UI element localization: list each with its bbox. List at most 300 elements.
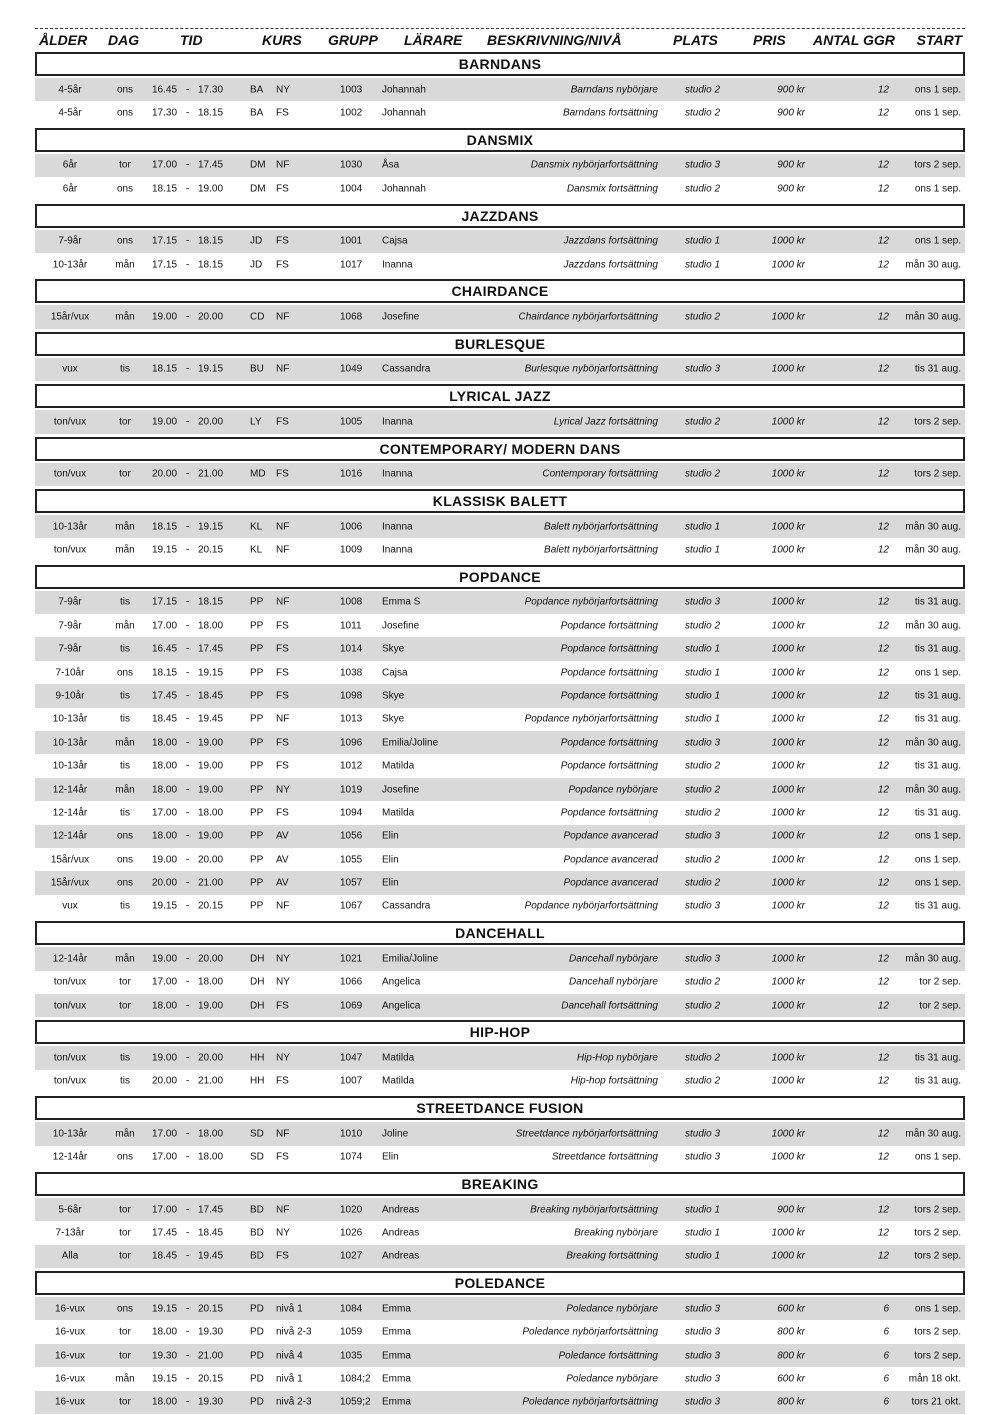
start-date-cell: tors 21 okt. xyxy=(911,1396,961,1408)
time-end-cell: 18.15 xyxy=(198,107,224,119)
age-cell: 10-13år xyxy=(52,521,88,533)
course-code-cell: PD xyxy=(250,1373,264,1385)
section-heading: POLEDANCE xyxy=(35,1271,965,1295)
section-heading: BARNDANS xyxy=(35,52,965,76)
time-separator: - xyxy=(186,643,190,655)
day-cell: mån xyxy=(115,259,135,271)
sessions-cell: 12 xyxy=(877,544,889,556)
description-cell: Poledance nybörjarfortsättning xyxy=(522,1396,658,1408)
group-cell: 1057 xyxy=(340,877,363,889)
col-larare: LÄRARE xyxy=(404,32,463,48)
group-cell: 1021 xyxy=(340,953,363,965)
age-cell: 6år xyxy=(62,183,78,195)
description-cell: Popdance fortsättning xyxy=(560,690,658,702)
start-date-cell: mån 30 aug. xyxy=(905,784,961,795)
table-row xyxy=(35,1367,965,1390)
price-cell: 1000 kr xyxy=(771,737,805,749)
table-row xyxy=(35,410,965,433)
time-end-cell: 20.15 xyxy=(198,900,224,912)
table-row xyxy=(35,971,965,994)
price-cell: 1000 kr xyxy=(771,596,805,608)
age-cell: 15år/vux xyxy=(50,854,90,866)
group-cell: 1055 xyxy=(340,854,363,866)
time-start-cell: 19.00 xyxy=(152,416,178,428)
course-level-cell: AV xyxy=(276,830,289,842)
day-cell: mån xyxy=(115,1373,135,1385)
start-date-cell: tors 2 sep. xyxy=(914,416,961,428)
age-cell: 7-10år xyxy=(55,667,85,679)
location-cell: studio 3 xyxy=(685,1350,721,1362)
time-end-cell: 17.45 xyxy=(198,1204,224,1216)
course-code-cell: KL xyxy=(250,521,263,533)
time-end-cell: 19.00 xyxy=(198,737,224,749)
time-start-cell: 17.00 xyxy=(152,620,178,632)
description-cell: Breaking fortsättning xyxy=(566,1250,658,1262)
time-separator: - xyxy=(186,311,190,323)
time-end-cell: 18.00 xyxy=(198,1128,224,1140)
time-end-cell: 19.15 xyxy=(198,363,224,375)
day-cell: mån xyxy=(115,311,135,323)
description-cell: Popdance fortsättning xyxy=(560,807,658,819)
age-cell: 15år/vux xyxy=(50,877,90,889)
group-cell: 1038 xyxy=(340,667,363,679)
group-cell: 1019 xyxy=(340,784,363,795)
start-date-cell: tis 31 aug. xyxy=(914,690,961,702)
start-date-cell: mån 18 okt. xyxy=(908,1373,961,1385)
age-cell: 16-vux xyxy=(54,1326,85,1338)
price-cell: 1000 kr xyxy=(771,1128,805,1140)
day-cell: ons xyxy=(116,235,134,247)
group-cell: 1059;2 xyxy=(340,1396,371,1408)
day-cell: ons xyxy=(116,183,134,195)
teacher-cell: Emma xyxy=(382,1396,411,1408)
time-start-cell: 19.00 xyxy=(152,1052,178,1064)
day-cell: tis xyxy=(120,690,130,702)
teacher-cell: Johannah xyxy=(382,183,426,195)
age-cell: ton/vux xyxy=(53,1075,87,1087)
group-cell: 1010 xyxy=(340,1128,363,1140)
description-cell: Popdance fortsättning xyxy=(560,760,658,772)
price-cell: 800 kr xyxy=(777,1350,805,1362)
description-cell: Poledance nybörjare xyxy=(566,1303,658,1315)
price-cell: 1000 kr xyxy=(771,976,805,988)
teacher-cell: Emma xyxy=(382,1326,411,1338)
location-cell: studio 3 xyxy=(685,830,721,842)
price-cell: 1000 kr xyxy=(771,643,805,655)
start-date-cell: tis 31 aug. xyxy=(914,900,961,912)
table-row xyxy=(35,78,965,101)
age-cell: 7-13år xyxy=(55,1227,85,1239)
time-end-cell: 20.15 xyxy=(198,1303,224,1315)
group-cell: 1016 xyxy=(340,468,363,480)
time-separator: - xyxy=(186,1396,190,1408)
age-cell: vux xyxy=(62,363,78,375)
time-end-cell: 18.15 xyxy=(198,259,224,271)
course-schedule xyxy=(35,28,965,1414)
teacher-cell: Johannah xyxy=(382,84,426,96)
group-cell: 1013 xyxy=(340,713,363,725)
sessions-cell: 12 xyxy=(877,667,889,679)
course-code-cell: PD xyxy=(250,1326,264,1338)
group-cell: 1049 xyxy=(340,363,363,375)
price-cell: 1000 kr xyxy=(771,1227,805,1239)
course-level-cell: FS xyxy=(276,259,289,271)
time-start-cell: 19.15 xyxy=(152,544,178,556)
table-row xyxy=(35,1245,965,1268)
description-cell: Poledance nybörjarfortsättning xyxy=(522,1326,658,1338)
time-separator: - xyxy=(186,737,190,749)
description-cell: Lyrical Jazz fortsättning xyxy=(553,416,658,428)
day-cell: tor xyxy=(119,1250,131,1262)
course-code-cell: PP xyxy=(250,760,264,772)
description-cell: Dancehall nybörjare xyxy=(569,976,658,988)
price-cell: 1000 kr xyxy=(771,877,805,889)
section-heading: BURLESQUE xyxy=(35,332,965,356)
time-start-cell: 17.00 xyxy=(152,976,178,988)
group-cell: 1008 xyxy=(340,596,363,608)
description-cell: Dansmix nybörjarfortsättning xyxy=(530,159,658,171)
age-cell: 12-14år xyxy=(52,953,88,965)
teacher-cell: Andreas xyxy=(382,1227,420,1239)
time-start-cell: 18.15 xyxy=(152,363,178,375)
price-cell: 1000 kr xyxy=(771,854,805,866)
time-end-cell: 21.00 xyxy=(198,468,224,480)
time-end-cell: 19.15 xyxy=(198,667,224,679)
start-date-cell: tis 31 aug. xyxy=(914,760,961,772)
teacher-cell: Emilia/Joline xyxy=(382,737,439,749)
teacher-cell: Emilia/Joline xyxy=(382,953,439,965)
location-cell: studio 3 xyxy=(685,737,721,749)
location-cell: studio 2 xyxy=(685,784,721,795)
group-cell: 1014 xyxy=(340,643,363,655)
age-cell: 16-vux xyxy=(54,1303,85,1315)
time-start-cell: 17.00 xyxy=(152,159,178,171)
age-cell: 4-5år xyxy=(58,107,82,119)
course-code-cell: HH xyxy=(250,1075,265,1087)
group-cell: 1047 xyxy=(340,1052,363,1064)
table-row xyxy=(35,1122,965,1145)
time-start-cell: 18.00 xyxy=(152,1326,178,1338)
age-cell: vux xyxy=(62,900,78,912)
teacher-cell: Andreas xyxy=(382,1250,420,1262)
table-row xyxy=(35,515,965,538)
age-cell: 15år/vux xyxy=(50,311,90,323)
group-cell: 1006 xyxy=(340,521,363,533)
time-separator: - xyxy=(186,1373,190,1385)
time-separator: - xyxy=(186,468,190,480)
group-cell: 1059 xyxy=(340,1326,363,1338)
teacher-cell: Matilda xyxy=(382,807,415,819)
age-cell: ton/vux xyxy=(53,1052,87,1064)
sessions-cell: 12 xyxy=(877,1204,889,1216)
col-kurs: KURS xyxy=(262,32,302,48)
age-cell: ton/vux xyxy=(53,544,87,556)
start-date-cell: ons 1 sep. xyxy=(914,235,961,247)
sessions-cell: 12 xyxy=(877,235,889,247)
teacher-cell: Joline xyxy=(382,1128,409,1140)
sessions-cell: 12 xyxy=(877,690,889,702)
start-date-cell: mån 30 aug. xyxy=(905,311,961,323)
description-cell: Hip-hop fortsättning xyxy=(570,1075,658,1087)
group-cell: 1027 xyxy=(340,1250,363,1262)
table-row xyxy=(35,754,965,777)
table-row xyxy=(35,848,965,871)
sessions-cell: 6 xyxy=(883,1373,889,1385)
sessions-cell: 12 xyxy=(877,311,889,323)
start-date-cell: ons 1 sep. xyxy=(914,667,961,679)
age-cell: ton/vux xyxy=(53,468,87,480)
time-separator: - xyxy=(186,784,190,795)
day-cell: mån xyxy=(115,953,135,965)
course-code-cell: DM xyxy=(250,183,266,195)
group-cell: 1094 xyxy=(340,807,363,819)
time-separator: - xyxy=(186,183,190,195)
time-end-cell: 20.00 xyxy=(198,1052,224,1064)
day-cell: tor xyxy=(119,416,131,428)
group-cell: 1056 xyxy=(340,830,363,842)
course-level-cell: NF xyxy=(276,713,290,725)
day-cell: ons xyxy=(116,1303,134,1315)
time-separator: - xyxy=(186,159,190,171)
age-cell: 10-13år xyxy=(52,760,88,772)
sections xyxy=(35,52,965,1414)
sessions-cell: 6 xyxy=(883,1350,889,1362)
course-code-cell: BD xyxy=(250,1204,264,1216)
time-separator: - xyxy=(186,1128,190,1140)
section-heading: STREETDANCE FUSION xyxy=(35,1096,965,1120)
table-row xyxy=(35,801,965,824)
section-heading: BREAKING xyxy=(35,1172,965,1196)
group-cell: 1012 xyxy=(340,760,363,772)
course-code-cell: DM xyxy=(250,159,266,171)
group-cell: 1084 xyxy=(340,1303,363,1315)
start-date-cell: mån 30 aug. xyxy=(905,953,961,965)
description-cell: Streetdance fortsättning xyxy=(551,1151,658,1163)
group-cell: 1002 xyxy=(340,107,363,119)
table-row xyxy=(35,1198,965,1221)
teacher-cell: Matilda xyxy=(382,760,415,772)
start-date-cell: tis 31 aug. xyxy=(914,713,961,725)
time-separator: - xyxy=(186,596,190,608)
description-cell: Dancehall fortsättning xyxy=(561,1000,658,1012)
course-level-cell: NF xyxy=(276,1128,290,1140)
sessions-cell: 12 xyxy=(877,713,889,725)
time-end-cell: 18.00 xyxy=(198,807,224,819)
day-cell: tis xyxy=(120,643,130,655)
table-row xyxy=(35,358,965,381)
time-end-cell: 20.00 xyxy=(198,854,224,866)
sessions-cell: 12 xyxy=(877,521,889,533)
section-heading: POPDANCE xyxy=(35,565,965,589)
time-start-cell: 17.15 xyxy=(152,596,178,608)
price-cell: 900 kr xyxy=(777,107,805,119)
col-plats: PLATS xyxy=(673,32,718,48)
course-code-cell: PD xyxy=(250,1303,264,1315)
sessions-cell: 12 xyxy=(877,854,889,866)
time-start-cell: 20.00 xyxy=(152,468,178,480)
day-cell: tor xyxy=(119,159,131,171)
table-row xyxy=(35,994,965,1017)
sessions-cell: 12 xyxy=(877,363,889,375)
time-start-cell: 17.15 xyxy=(152,235,178,247)
time-separator: - xyxy=(186,416,190,428)
day-cell: tis xyxy=(120,713,130,725)
teacher-cell: Inanna xyxy=(382,544,413,556)
location-cell: studio 2 xyxy=(685,107,721,119)
course-code-cell: PP xyxy=(250,620,264,632)
location-cell: studio 3 xyxy=(685,953,721,965)
sessions-cell: 12 xyxy=(877,468,889,480)
age-cell: 7-9år xyxy=(58,620,82,632)
time-start-cell: 18.45 xyxy=(152,1250,178,1262)
start-date-cell: mån 30 aug. xyxy=(905,521,961,533)
teacher-cell: Inanna xyxy=(382,416,413,428)
teacher-cell: Skye xyxy=(382,713,405,725)
age-cell: ton/vux xyxy=(53,1000,87,1012)
day-cell: tis xyxy=(120,363,130,375)
location-cell: studio 2 xyxy=(685,1075,721,1087)
table-row xyxy=(35,731,965,754)
column-header-row xyxy=(35,28,965,49)
description-cell: Popdance fortsättning xyxy=(560,620,658,632)
start-date-cell: ons 1 sep. xyxy=(914,1303,961,1315)
course-code-cell: PP xyxy=(250,900,264,912)
teacher-cell: Johannah xyxy=(382,107,426,119)
location-cell: studio 3 xyxy=(685,363,721,375)
table-row xyxy=(35,778,965,801)
course-level-cell: FS xyxy=(276,1000,289,1012)
location-cell: studio 3 xyxy=(685,1396,721,1408)
price-cell: 1000 kr xyxy=(771,259,805,271)
course-code-cell: BA xyxy=(250,107,264,119)
price-cell: 1000 kr xyxy=(771,363,805,375)
col-start: START xyxy=(916,32,962,48)
price-cell: 1000 kr xyxy=(771,953,805,965)
time-separator: - xyxy=(186,877,190,889)
age-cell: 7-9år xyxy=(58,643,82,655)
col-dag: DAG xyxy=(108,32,140,48)
day-cell: tis xyxy=(120,807,130,819)
course-level-cell: FS xyxy=(276,1250,289,1262)
day-cell: ons xyxy=(116,1151,134,1163)
course-level-cell: NF xyxy=(276,596,290,608)
day-cell: ons xyxy=(116,667,134,679)
time-start-cell: 17.15 xyxy=(152,259,178,271)
time-separator: - xyxy=(186,1151,190,1163)
sessions-cell: 12 xyxy=(877,877,889,889)
sessions-cell: 12 xyxy=(877,784,889,795)
time-start-cell: 17.45 xyxy=(152,690,178,702)
teacher-cell: Inanna xyxy=(382,259,413,271)
course-level-cell: NF xyxy=(276,159,290,171)
teacher-cell: Elin xyxy=(382,854,399,866)
location-cell: studio 2 xyxy=(685,416,721,428)
teacher-cell: Josefine xyxy=(382,620,420,632)
day-cell: tor xyxy=(119,1227,131,1239)
col-alder: ÅLDER xyxy=(39,32,88,48)
group-cell: 1007 xyxy=(340,1075,363,1087)
location-cell: studio 3 xyxy=(685,596,721,608)
course-level-cell: NY xyxy=(276,84,290,96)
sessions-cell: 6 xyxy=(883,1326,889,1338)
price-cell: 1000 kr xyxy=(771,784,805,795)
course-level-cell: NY xyxy=(276,784,290,795)
course-code-cell: BU xyxy=(250,363,264,375)
course-code-cell: DH xyxy=(250,1000,265,1012)
start-date-cell: mån 30 aug. xyxy=(905,737,961,749)
location-cell: studio 1 xyxy=(685,1250,721,1262)
time-start-cell: 17.30 xyxy=(152,107,178,119)
sessions-cell: 12 xyxy=(877,596,889,608)
course-code-cell: PP xyxy=(250,667,264,679)
course-code-cell: PP xyxy=(250,690,264,702)
location-cell: studio 1 xyxy=(685,713,721,725)
time-start-cell: 18.15 xyxy=(152,183,178,195)
table-row xyxy=(35,177,965,200)
group-cell: 1011 xyxy=(340,620,362,632)
description-cell: Contemporary fortsättning xyxy=(542,468,658,480)
price-cell: 800 kr xyxy=(777,1326,805,1338)
description-cell: Poledance nybörjare xyxy=(566,1373,658,1385)
course-level-cell: NY xyxy=(276,976,290,988)
table-row xyxy=(35,637,965,660)
time-start-cell: 18.00 xyxy=(152,1000,178,1012)
location-cell: studio 3 xyxy=(685,900,721,912)
time-start-cell: 19.15 xyxy=(152,1373,178,1385)
price-cell: 1000 kr xyxy=(771,807,805,819)
table-row xyxy=(35,230,965,253)
sessions-cell: 6 xyxy=(883,1303,889,1315)
price-cell: 900 kr xyxy=(777,183,805,195)
course-code-cell: JD xyxy=(250,259,263,271)
time-end-cell: 19.45 xyxy=(198,1250,224,1262)
course-code-cell: DH xyxy=(250,953,265,965)
table-row xyxy=(35,154,965,177)
time-end-cell: 17.45 xyxy=(198,159,224,171)
price-cell: 900 kr xyxy=(777,84,805,96)
section-heading: JAZZDANS xyxy=(35,204,965,228)
start-date-cell: ons 1 sep. xyxy=(914,183,961,195)
course-code-cell: LY xyxy=(250,416,262,428)
day-cell: mån xyxy=(115,544,135,556)
sessions-cell: 12 xyxy=(877,1250,889,1262)
course-level-cell: NY xyxy=(276,953,290,965)
time-separator: - xyxy=(186,1000,190,1012)
age-cell: 12-14år xyxy=(52,784,88,795)
description-cell: Balett nybörjarfortsättning xyxy=(544,521,658,533)
teacher-cell: Emma S xyxy=(382,596,421,608)
course-code-cell: PP xyxy=(250,737,264,749)
price-cell: 1000 kr xyxy=(771,667,805,679)
day-cell: ons xyxy=(116,854,134,866)
start-date-cell: ons 1 sep. xyxy=(914,84,961,96)
sessions-cell: 12 xyxy=(877,760,889,772)
location-cell: studio 1 xyxy=(685,544,721,556)
course-level-cell: NF xyxy=(276,363,290,375)
course-code-cell: JD xyxy=(250,235,263,247)
teacher-cell: Elin xyxy=(382,1151,399,1163)
course-level-cell: FS xyxy=(276,690,289,702)
course-code-cell: PP xyxy=(250,643,264,655)
course-code-cell: SD xyxy=(250,1151,264,1163)
sessions-cell: 12 xyxy=(877,183,889,195)
time-start-cell: 18.45 xyxy=(152,713,178,725)
course-level-cell: nivå 2-3 xyxy=(276,1326,312,1338)
age-cell: 10-13år xyxy=(52,737,88,749)
day-cell: tor xyxy=(119,1000,131,1012)
group-cell: 1004 xyxy=(340,183,363,195)
day-cell: tor xyxy=(119,976,131,988)
